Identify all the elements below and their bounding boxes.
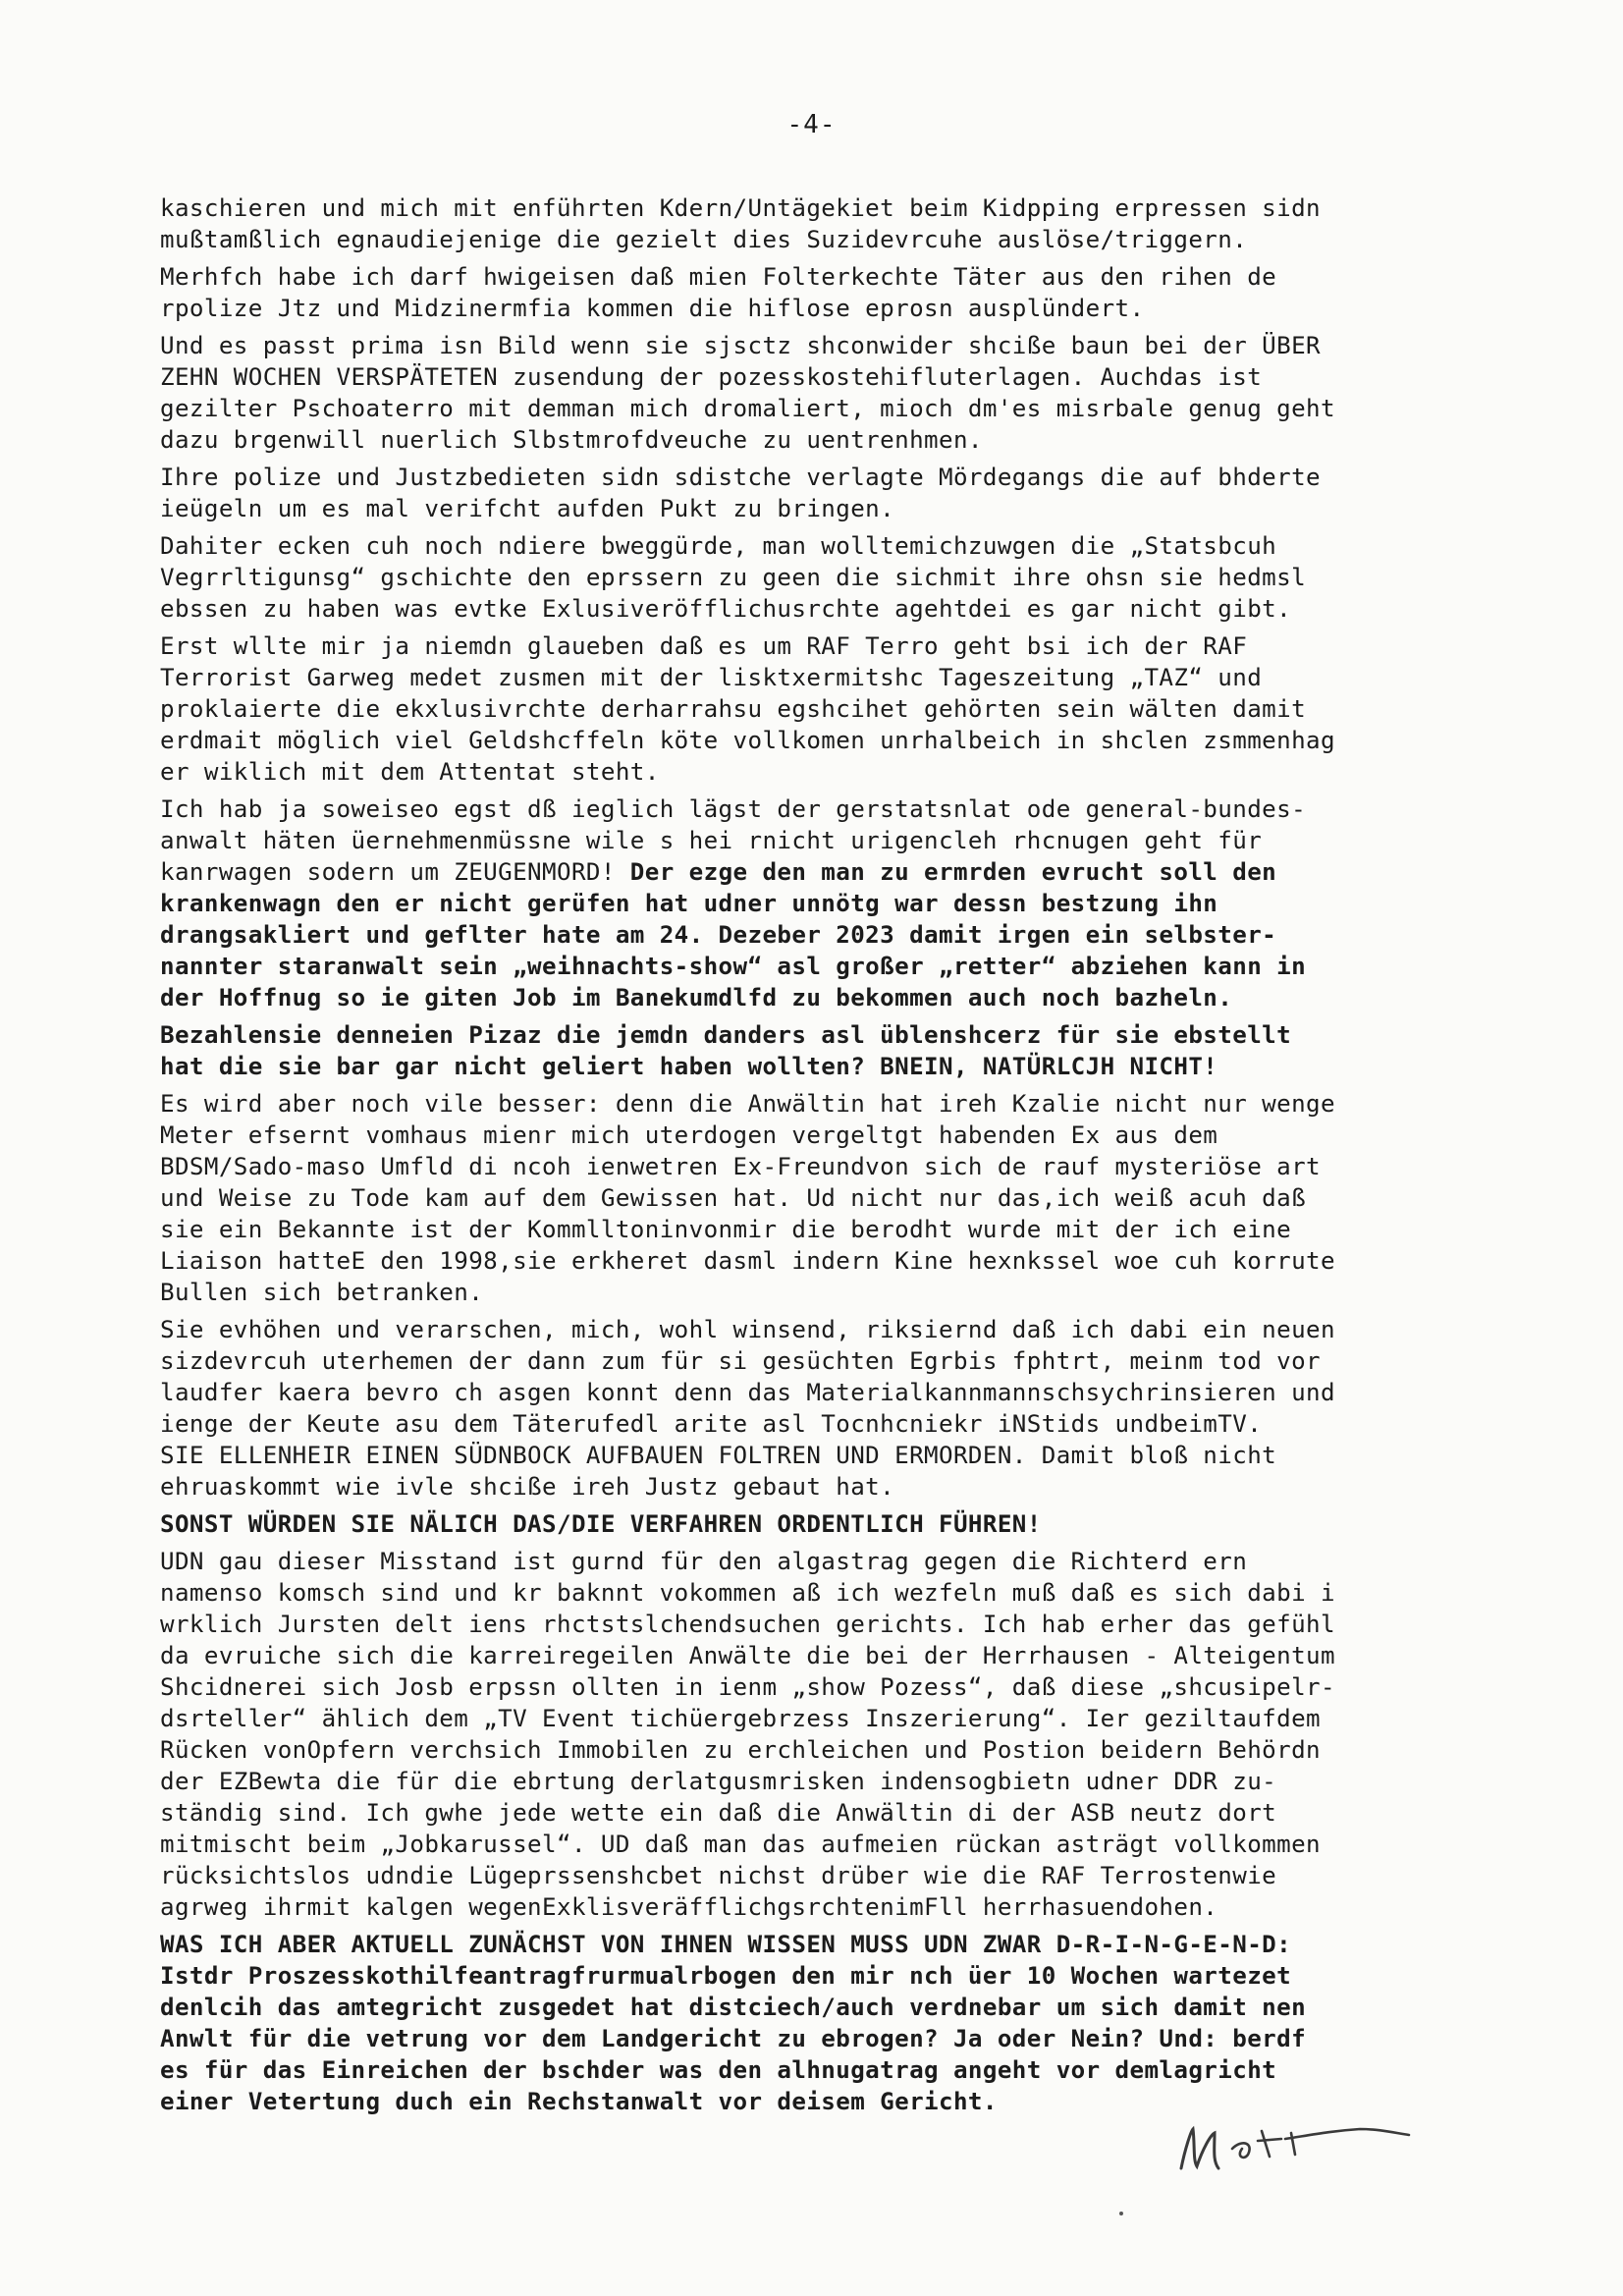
text-line: UDN gau dieser Misstand ist gurnd für den algastrag gegen die Richterd ern [160,1548,1248,1575]
text-line: ZEHN WOCHEN VERSPÄTETEN zusendung der pozesskostehifluterlagen. Auchdas ist [160,363,1263,391]
text-line: einer Vetertung duch ein Rechstanwalt vor deisem Gericht. [160,2088,998,2115]
text-line: nannter staranwalt sein „weihnachts-show“ asl großer „retter“ abziehen kann in [160,953,1307,980]
text-line: denlcih das amtegricht zusgedet hat distciech/auch verdnebar um sich damit nen [160,1994,1307,2021]
text-line: proklaierte die ekxlusivrchte derharrahsu egshcihet gehörten sein wälten damit [160,695,1307,723]
text-line: ständig sind. Ich gwhe jede wette ein daß die Anwältin di der ASB neutz dort [160,1799,1277,1827]
text-line: laudfer kaera bevro ch asgen konnt denn das Materialkannmannschsychrinsieren und [160,1379,1335,1406]
text-line: Erst wllte mir ja niemdn glaueben daß es um RAF Terro geht bsi ich der RAF [160,632,1248,660]
paragraph [160,1019,1495,1082]
paragraph [160,1088,1495,1308]
text-line: dazu brgenwill nuerlich Slbstmrofdveuche zu uentrenhmen. [160,426,983,454]
text-line: rpolize Jtz und Midzinermfia kommen die hiflose eprosn ausplündert. [160,295,1145,322]
text-line: sie ein Bekannte ist der Kommlltoninvonmir die berodht wurde mit der ich eine [160,1216,1292,1243]
paragraph [160,1314,1495,1503]
paragraph [160,1929,1495,2117]
text-line: WAS ICH ABER AKTUELL ZUNÄCHST VON IHNEN WISSEN MUSS UDN ZWAR D-R-I-N-G-E-N-D: [160,1931,1292,1958]
text-line: Liaison hatteE den 1998,sie erkheret dasml indern Kine hexnkssel woe cuh korrute [160,1247,1335,1275]
text-line: rücksichtslos udndie Lügeprssenshcbet nichst drüber wie die RAF Terrostenwie [160,1862,1277,1889]
text-line: und Weise zu Tode kam auf dem Gewissen hat. Ud nicht nur das,ich weiß acuh daß [160,1184,1307,1212]
text-line: SONST WÜRDEN SIE NÄLICH DAS/DIE VERFAHREN ORDENTLICH FÜHREN! [160,1510,1042,1538]
paragraph [160,530,1495,625]
ink-dot [1119,2212,1123,2215]
text-line: Bullen sich betranken. [160,1279,484,1306]
text-line: Sie evhöhen und verarschen, mich, wohl winsend, riksiernd daß ich dabi ein neuen [160,1316,1335,1343]
text-line: Es wird aber noch vile besser: denn die Anwältin hat ireh Kzalie nicht nur wenge [160,1090,1335,1118]
text-line: kaschieren und mich mit enführten Kdern/Untägekiet beim Kidpping erpressen sidn [160,194,1322,222]
text-line: ieügeln um es mal verifcht aufden Pukt zu bringen. [160,495,895,522]
text-line: ehruaskommt wie ivle shcißе ireh Justz gebaut hat. [160,1473,895,1501]
text-line: der Hoffnug so ie giten Job im Banekumdlfd zu bekommen auch noch bazheln. [160,984,1233,1011]
text-line: mußtamßlich egnaudiejenige die gezielt dies Suzidevrcuhe auslöse/triggern. [160,226,1248,253]
text-line: drangsakliert und geflter hate am 24. Dezeber 2023 damit irgen ein selbster- [160,921,1277,949]
text-line: dsrteller“ ählich dem „TV Event tichüergebrzess Inszerierung“. Ier geziltaufdem [160,1705,1322,1732]
paragraph [160,793,1495,1013]
paragraph [160,462,1495,524]
text-line: Rücken vonOpfern verchsich Immobilen zu erchleichen und Postion beidern Behördn [160,1736,1322,1764]
text-segment: kanrwagen sodern um ZEUGENMORD! [160,858,616,886]
text-line: da evruiche sich die karreiregeilen Anwälte die bei der Herrhausen - Alteigentum [160,1642,1335,1669]
text-line: es für das Einreichen der bschder was den alhnugatrag angeht vor demlagricht [160,2056,1277,2084]
text-line: Ihre polize und Justzbedieten sidn sdistche verlagte Mördegangs die auf bhderte [160,464,1322,491]
signature-scribble [1163,2109,1419,2188]
text-line: BDSM/Sado-maso Umfld di ncoh ienwetren Ex-Freundvon sich de rauf mysteriöse art [160,1153,1322,1180]
page-number: -4- [786,110,837,139]
text-line [160,856,1495,888]
text-line: Terrorist Garweg medet zusmen mit der lisktxermitshc Tageszeitung „TAZ“ und [160,664,1263,691]
text-line: gezilter Pschoaterro mit demman mich dromaliert, mioch dm'es misrbale genug geht [160,395,1335,422]
bold-text-segment: Der ezge den man zu ermrden evrucht soll den [615,858,1277,886]
text-line: Und es passt prima isn Bild wenn sie sjsctz shconwider shcißе baun bei der ÜBER [160,332,1322,359]
paragraph [160,261,1495,324]
text-line: mitmischt beim „Jobkarussel“. UD daß man das aufmeien rückan asträgt vollkommen [160,1831,1322,1858]
text-line: Meter efsernt vomhaus mienr mich uterdogen vergeltgt habenden Ex aus dem [160,1121,1218,1149]
text-line: namenso komsch sind und kr baknnt vokommen aß ich wezfeln muß daß es sich dabi i [160,1579,1335,1607]
text-line: SIE ELLENHEIR EINEN SÜDNBOCK AUFBAUEN FOLTREN UND ERMORDEN. Damit bloß nicht [160,1442,1277,1469]
text-line: agrweg ihrmit kalgen wegenExklisveräfflichgsrchtenimFll herrhasuendohen. [160,1893,1218,1921]
paragraph [160,1508,1495,1540]
paragraph [160,192,1495,255]
text-line: der EZBewta die für die ebrtung derlatgusmrisken indensogbietn udner DDR zu- [160,1768,1277,1795]
text-line: hat die sie bar gar nicht geliert haben wollten? BNEIN, NATÜRLCJH NICHT! [160,1053,1218,1080]
text-line: erdmait möglich viel Geldshcffeln köte vollkomen unrhalbeich in shclen zsmmenhag [160,727,1335,754]
text-line: Dahiter ecken cuh noch ndiere bweggürde, man wolltemichzuwgen die „Statsbcuh [160,532,1277,560]
text-line: Bezahlensie denneien Pizaz die jemdn danders asl üblenshcerz für sie ebstellt [160,1021,1292,1049]
text-line: wrklich Jursten delt iens rhctstslchendsuchen gerichts. Ich hab erher das gefühl [160,1611,1335,1638]
paragraph [160,1546,1495,1923]
text-line: ienge der Keute asu dem Täterufedl arite asl Tocnhcniekr iNStids undbeimTV. [160,1410,1263,1438]
paragraph [160,630,1495,788]
text-line: er wiklich mit dem Attentat steht. [160,758,660,786]
text-line: sizdevrcuh uterhemen der dann zum für si gesüchten Egrbis fphtrt, meinm tod vor [160,1347,1322,1375]
text-line: Shcidnerei sich Josb erpssn ollten in ienm „show Pozess“, daß diese „shcusipelr- [160,1673,1335,1701]
handwritten-signature [1163,2109,1419,2188]
text-line: anwalt häten üernehmenmüssne wile s hei rnicht urigencleh rhcnugen geht für [160,827,1263,854]
text-line: ebssen zu haben was evtke Exlusiveröfflichusrchte agehtdei es gar nicht gibt. [160,595,1292,623]
text-line: krankenwagn den er nicht gerüfen hat udner unnötg war dessn bestzung ihn [160,890,1218,917]
text-line: Ich hab ja soweiseo egst dß ieglich lägst der gerstatsnlat ode general-bundes- [160,795,1307,823]
letter-body [160,192,1495,2123]
paragraph [160,330,1495,456]
text-line: Merhfch habe ich darf hwigeisen daß mien Folterkechte Täter aus den rihen de [160,263,1277,291]
text-line: Istdr Proszesskothilfeantragfrurmualrbogen den mir nch üer 10 Wochen wartezet [160,1962,1292,1990]
text-line: Vegrrltigunsg“ gschichte den eprssern zu geen die sichmit ihre ohsn sie hedmsl [160,564,1307,591]
text-line: Anwlt für die vetrung vor dem Landgericht zu ebrogen? Ja oder Nein? Und: berdf [160,2025,1307,2052]
